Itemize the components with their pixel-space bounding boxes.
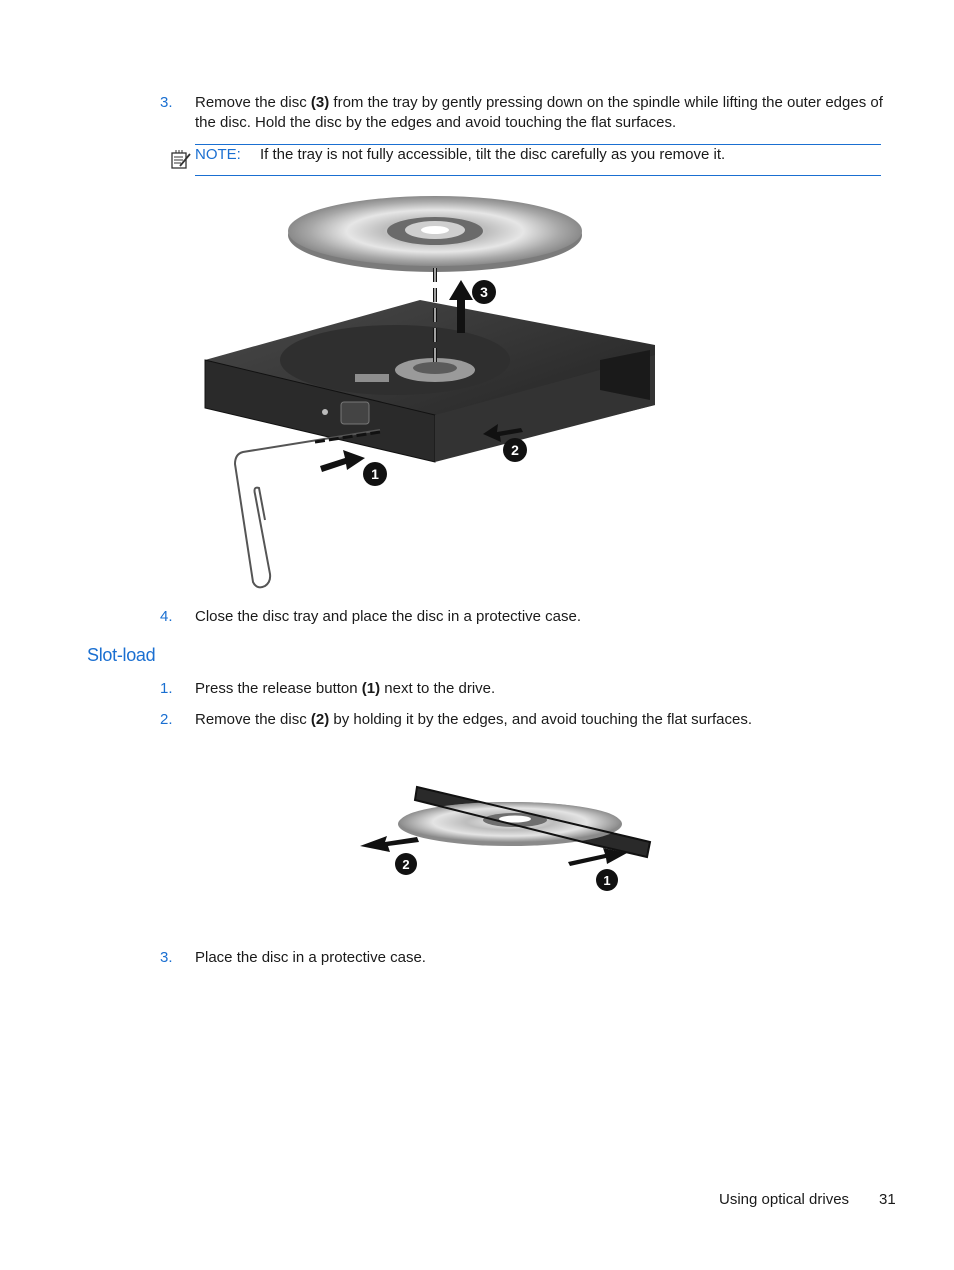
- callout-2-label: 2: [511, 442, 519, 458]
- step-text: [195, 93, 885, 133]
- step-text: [195, 679, 885, 699]
- step-number: 2.: [160, 711, 173, 728]
- footer-section-title: Using optical drives: [719, 1191, 850, 1208]
- note-text: If the tray is not fully accessible, tilt the disc carefully as you remove it.: [260, 146, 726, 163]
- callout-3: [472, 280, 496, 304]
- step-number: 4.: [160, 608, 173, 625]
- step-text-part: from the tray by gently pressing down on the spindle while lifting the outer edges of the disc. Hold the disc by the edges and avoid touching the flat surfaces.: [195, 94, 883, 131]
- disc: [288, 196, 582, 272]
- paperclip-push-arrow-icon: [320, 450, 365, 472]
- callout-1-label: 1: [603, 873, 611, 888]
- slot-load-illustration: [355, 782, 655, 897]
- step-text: [195, 710, 885, 730]
- step-callout-ref: (1): [361, 680, 381, 697]
- optical-drive: [205, 300, 655, 462]
- note-box: [170, 144, 881, 176]
- tray-drive-illustration: [195, 190, 665, 590]
- step-text-part: Remove the disc: [195, 711, 311, 728]
- callout-2-label: 2: [402, 857, 410, 872]
- step-number: 1.: [160, 680, 173, 697]
- footer-page-number: 31: [879, 1191, 896, 1208]
- paperclip-tool: [235, 430, 380, 587]
- callout-3-label: 3: [480, 284, 488, 300]
- step-text-part: by holding it by the edges, and avoid touching the flat surfaces.: [329, 711, 753, 728]
- step-text: Place the disc in a protective case.: [195, 949, 426, 966]
- step-number: 3.: [160, 94, 173, 111]
- step-callout-ref: (3): [310, 94, 330, 111]
- callout-2: [503, 438, 527, 462]
- step-text-part: Press the release button: [195, 680, 362, 697]
- step-callout-ref: (2): [310, 711, 330, 728]
- note-icon: [170, 148, 192, 170]
- callout-1: [363, 462, 387, 486]
- section-heading-slot-load: Slot-load: [87, 645, 156, 665]
- step-text-part: next to the drive.: [380, 680, 496, 697]
- callout-2: [395, 853, 417, 875]
- callout-1-label: 1: [371, 466, 379, 482]
- step-text-part: Remove the disc: [195, 94, 311, 111]
- step-number: 3.: [160, 949, 173, 966]
- callout-1: [596, 869, 618, 891]
- note-label: NOTE:: [195, 146, 241, 163]
- step-text: Close the disc tray and place the disc in a protective case.: [195, 608, 582, 625]
- disc-remove-arrow-icon: [360, 836, 419, 852]
- note-bottom-rule: [195, 175, 881, 176]
